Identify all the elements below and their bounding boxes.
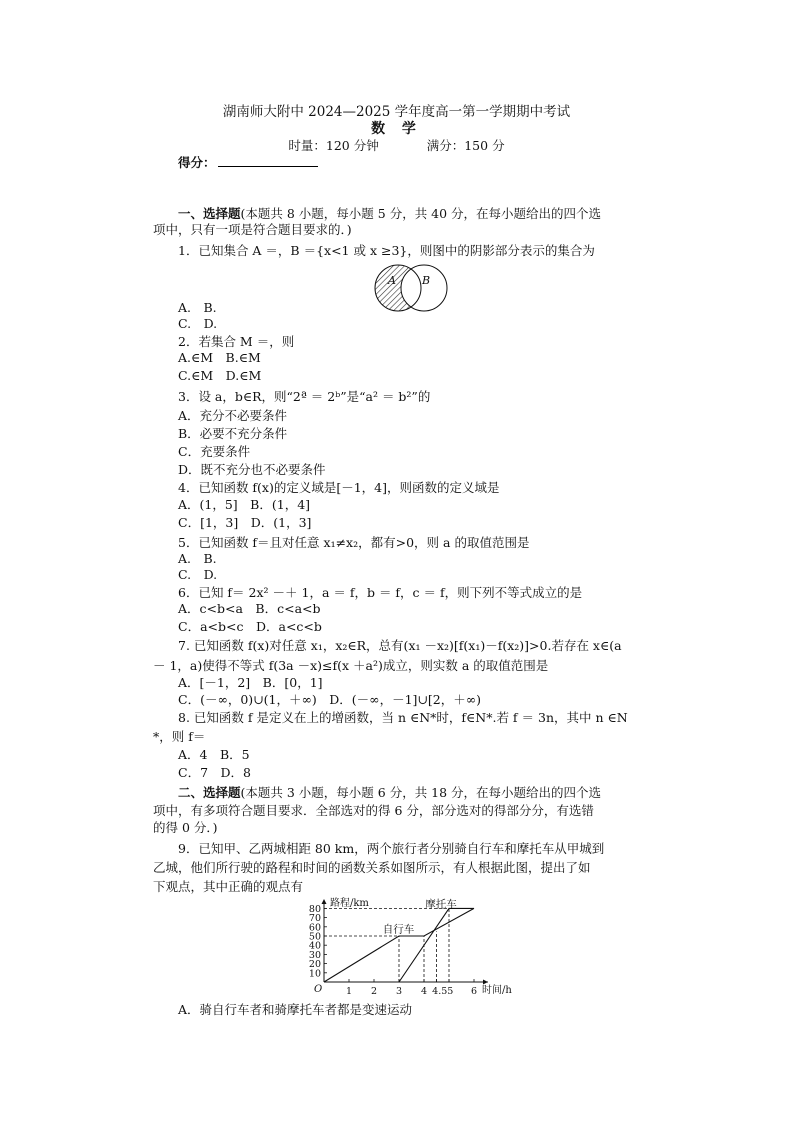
- q4-option-cd: C．[1，3] D．(1，3]: [178, 515, 312, 530]
- y-tick-label: 20: [308, 959, 321, 971]
- q7-stem-1: 7. 已知函数 f(x)对任意 x₁，x₂∈R，总有(x₁ －x₂)[f(x₁)－f(x₂)]>0.若存在 x∈(a: [178, 638, 622, 653]
- y-tick-label: 40: [308, 940, 321, 952]
- q3-option-c: C．充要条件: [178, 444, 251, 459]
- q1-option-ab: A. B.: [178, 300, 217, 315]
- section1-line1: [178, 206, 601, 221]
- bicycle-label: 自行车: [382, 923, 415, 936]
- q6-stem: 6．已知 f＝ 2x² －＋ 1，a ＝ f，b ＝ f，c ＝ f，则下列不等式成立的是: [178, 585, 583, 600]
- q2-option-ab: A.∈M B.∈M: [178, 350, 261, 365]
- y-tick-label: 80: [308, 903, 321, 915]
- q8-stem-1: 8. 已知函数 f 是定义在上的增函数，当 n ∈N*时，f∈N*.若 f ＝ 3n，其中 n ∈N: [178, 710, 628, 725]
- venn-diagram: [374, 262, 458, 314]
- y-tick-label: 50: [308, 931, 321, 943]
- section1-heading: 一、选择题: [178, 206, 241, 221]
- score-field: [178, 153, 318, 171]
- q3-option-d: D．既不充分也不必要条件: [178, 462, 326, 477]
- y-tick-label: 30: [308, 949, 321, 961]
- section1-instr-2: 项中，只有一项是符合题目要求的．): [153, 222, 352, 237]
- x-tick-label: 4.55: [432, 986, 454, 997]
- subject-title: 数 学: [371, 121, 422, 137]
- q8-stem-2: *，则 f＝: [153, 729, 206, 744]
- venn-label-a: A: [388, 274, 396, 287]
- motorcycle-label: 摩托车: [425, 898, 457, 911]
- section2-instr-3: 的得 0 分．): [153, 820, 218, 835]
- section2-heading: 二、选择题: [178, 785, 241, 800]
- y-tick-label: 10: [308, 968, 321, 980]
- q8-option-cd: C．7 D．8: [178, 765, 251, 780]
- y-axis-label: 路程/km: [330, 898, 369, 909]
- q7-option-ab: A．[－1，2] B．[0，1]: [178, 675, 323, 690]
- q9-stem-1: 9．已知甲、乙两城相距 80 km，两个旅行者分别骑自行车和摩托车从甲城到: [178, 841, 605, 856]
- x-tick-label: 1: [345, 986, 353, 997]
- x-axis-label: 时间/h: [482, 985, 512, 996]
- distance-time-chart: [298, 897, 528, 997]
- y-tick-label: 70: [308, 913, 321, 925]
- x-tick-label: 2: [370, 986, 378, 997]
- venn-label-b: B: [422, 274, 431, 287]
- y-tick-label: 60: [308, 922, 321, 934]
- q6-option-ab: A．c<b<a B．c<a<b: [178, 601, 321, 616]
- q1-option-cd: C. D.: [178, 316, 218, 331]
- q2-stem: 2．若集合 M ＝，则: [178, 334, 295, 349]
- q3-stem: 3．设 a，b∈R，则“2ª ＝ 2ᵇ”是“a² ＝ b²”的: [178, 389, 431, 404]
- q5-option-ab: A. B.: [178, 551, 217, 566]
- section2-instr-2: 项中，有多项符合题目要求．全部选对的得 6 分，部分选对的得部分分，有选错: [153, 803, 594, 818]
- origin-label: O: [314, 984, 323, 995]
- section2-instr-1: (本题共 3 小题，每小题 6 分，共 18 分，在每小题给出的四个选: [240, 785, 602, 800]
- x-tick-label: 4: [420, 986, 428, 997]
- q8-option-ab: A．4 B．5: [178, 747, 250, 762]
- section2-line1: [178, 785, 601, 800]
- full-score: 满分：150 分: [426, 138, 505, 153]
- q1-stem: 1．已知集合 A ＝，B ＝{x<1 或 x ≥3}，则图中的阴影部分表示的集合为: [178, 243, 595, 258]
- q7-stem-2: － 1，a)使得不等式 f(3a －x)≤f(x ＋a²)成立，则实数 a 的取值范围是: [153, 658, 549, 673]
- exam-info: [0, 136, 793, 154]
- section1-instr-1: (本题共 8 小题，每小题 5 分，共 40 分，在每小题给出的四个选: [240, 206, 602, 221]
- score-label: 得分：: [178, 155, 216, 170]
- x-tick-label: 3: [395, 986, 403, 997]
- q9-stem-2: 乙城，他们所行驶的路程和时间的函数关系如图所示，有人根据此图，提出了如: [153, 860, 591, 875]
- q7-option-cd: C．(－∞，0)∪(1，＋∞) D．(－∞，－1]∪[2，＋∞): [178, 692, 482, 707]
- q4-stem: 4．已知函数 f(x)的定义域是[－1，4]，则函数的定义域是: [178, 480, 500, 495]
- q4-option-ab: A．(1，5] B．(1，4]: [178, 497, 311, 512]
- time-limit: 时量：120 分钟: [288, 138, 379, 153]
- x-axis-arrow: [483, 980, 488, 985]
- q5-option-cd: C. D.: [178, 567, 218, 582]
- q2-option-cd: C.∈M D.∈M: [178, 368, 262, 383]
- x-tick-label: 6: [470, 986, 478, 997]
- exam-title: 湖南师大附中 2024—2025 学年度高一第一学期期中考试: [222, 104, 571, 120]
- q9-stem-3: 下观点，其中正确的观点有: [153, 879, 304, 894]
- q3-option-b: B．必要不充分条件: [178, 426, 288, 441]
- q9-option-a: A．骑自行车者和骑摩托车者都是变速运动: [178, 1002, 413, 1017]
- y-axis-arrow: [322, 899, 327, 904]
- q6-option-cd: C．a<b<c D．a<c<b: [178, 619, 322, 634]
- q5-stem: 5．已知函数 f＝且对任意 x₁≠x₂，都有>0，则 a 的取值范围是: [178, 535, 530, 550]
- score-blank[interactable]: [218, 154, 318, 167]
- q3-option-a: A．充分不必要条件: [178, 408, 288, 423]
